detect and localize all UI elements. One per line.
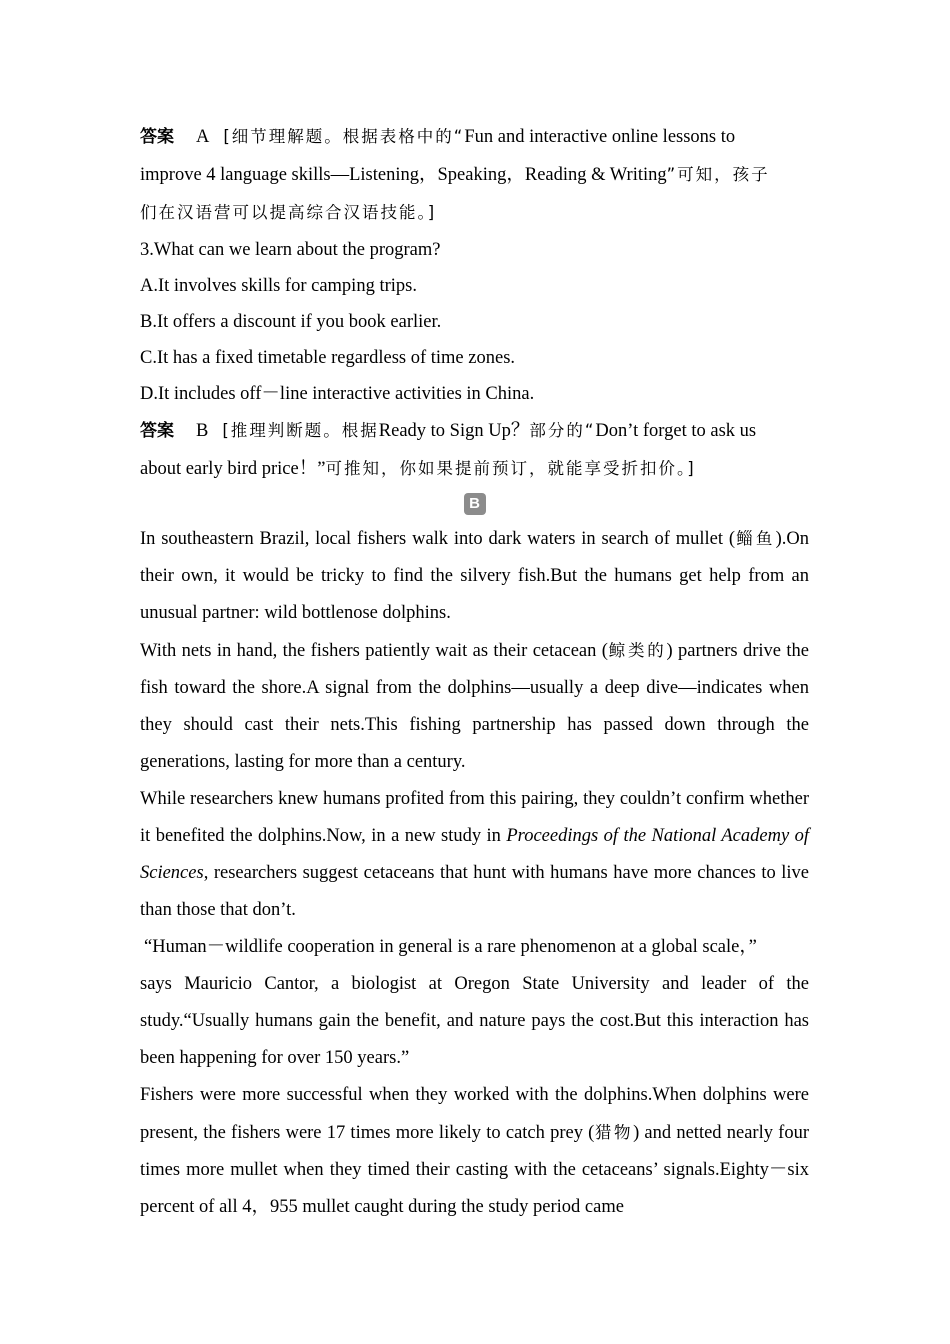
answer-letter: B: [196, 421, 209, 441]
answer-explanation-en: Fun and interactive online lessons to: [464, 127, 736, 147]
section-badge: B: [464, 493, 486, 515]
answer-letter: A: [196, 127, 210, 147]
question-stem: 3.What can we learn about the program?: [140, 240, 441, 260]
answer-label: 答案: [140, 127, 174, 147]
gloss-cjk: 猎物: [594, 1123, 634, 1142]
answer-explanation-en: about early bird price！”: [140, 459, 326, 479]
passage-paragraph-3: [140, 781, 809, 929]
journal-title: Proceedings of the National Academy of Sciences: [140, 826, 809, 883]
answer-explanation-en: Don’t forget to ask us: [595, 421, 757, 441]
option-b: B.It offers a discount if you book earlier.: [140, 312, 442, 332]
paragraph-text: While researchers knew humans profited from this pairing, they couldn’t confirm whether it benefited the dolphins.Now, in a new study in: [140, 789, 809, 846]
option-d: D.It includes off－line interactive activities in China.: [140, 384, 535, 404]
passage-paragraph-1: [140, 520, 809, 632]
answer-explanation-en: Ready to Sign Up？: [378, 421, 530, 441]
paragraph-text: ) partners drive the fish toward the shore.A signal from the dolphins—usually a deep dive—indicates when they should cast their nets.This fishing partnership has passed down through the generations, lasting for more than a century.: [140, 641, 810, 772]
answer-explanation-cjk: 可推知，你如果提前预订，就能享受折扣价。]: [325, 459, 696, 478]
answer-explanation-cjk: 部分的“: [529, 421, 596, 440]
paragraph-text: ) and netted nearly four times more mullet when they timed their casting with the cetaceans’ signals.Eighty－six percent of all 4，955 mullet caught during the study period came: [140, 1123, 809, 1217]
gloss-cjk: 鲻鱼: [735, 529, 776, 548]
gloss-cjk: 鲸类的: [607, 641, 667, 660]
paragraph-text: With nets in hand, the fishers patiently wait as their cetacean (: [140, 641, 608, 661]
option-c: C.It has a fixed timetable regardless of time zones.: [140, 348, 516, 368]
paragraph-text: , researchers suggest cetaceans that hunt with humans have more chances to live than those that don’t.: [140, 863, 809, 920]
quote-text: “Human－wildlife cooperation in general is a rare phenomenon at a global scale，”: [144, 937, 757, 957]
paragraph-text: In southeastern Brazil, local fishers walk into dark waters in search of mullet (: [140, 529, 736, 549]
option-a: A.It involves skills for camping trips.: [140, 276, 417, 296]
document-page: [140, 118, 809, 1226]
paragraph-text: says Mauricio Cantor, a biologist at Oregon State University and leader of the study.“Usually humans gain the benefit, and nature pays the cost.But this interaction has been happening for over 150 years.”: [140, 974, 809, 1068]
answer-explanation-cjk: 们在汉语营可以提高综合汉语技能。]: [140, 203, 437, 222]
passage-paragraph-5: [140, 1077, 809, 1226]
passage-paragraph-2: [140, 632, 809, 781]
answer-explanation-cjk: [细节理解题。根据表格中的“: [223, 127, 465, 146]
answer-block-2: [140, 118, 809, 232]
answer-explanation-cjk: ”可知，孩子: [666, 165, 770, 184]
answer-label: 答案: [140, 421, 174, 441]
answer-explanation-en: improve 4 language skills—Listening，Speaking，Reading & Writing: [140, 165, 667, 185]
answer-block-3: [140, 412, 809, 488]
answer-explanation-cjk: [推理判断题。根据: [222, 421, 379, 440]
paragraph-text: Fishers were more successful when they worked with the dolphins.When dolphins were present, the fishers were 17 times more likely to catch prey (: [140, 1085, 809, 1143]
passage-paragraph-4: [140, 929, 809, 1077]
paragraph-text: ).On their own, it would be tricky to find the silvery fish.But the humans get help from an unusual partner: wild bottlenose dolphins.: [140, 529, 810, 623]
